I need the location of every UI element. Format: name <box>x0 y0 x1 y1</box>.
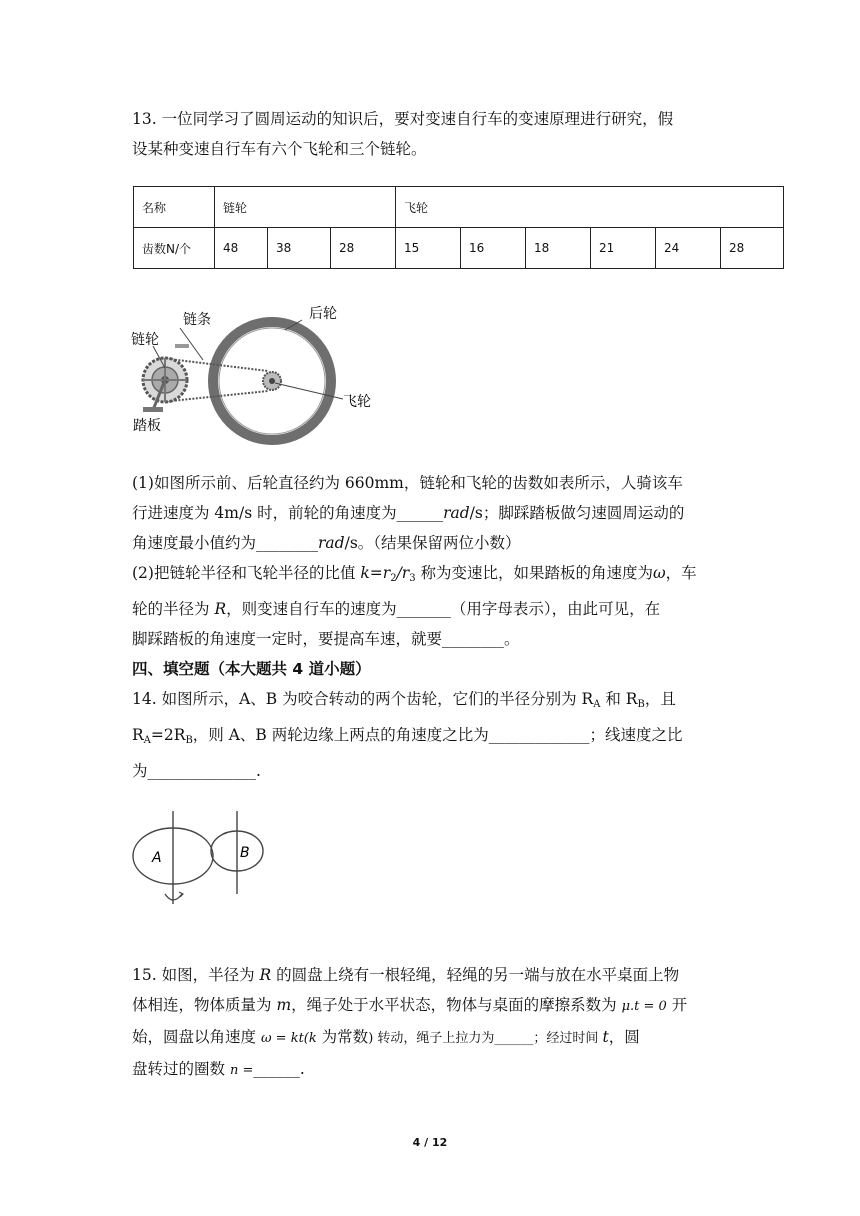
sub-2: 2 <box>390 573 397 584</box>
q13-1-line-a: (1)如图所示前、后轮直径约为 660mm，链轮和飞轮的齿数如表所示，人骑该车 <box>132 474 683 492</box>
q15-text <box>132 960 732 1086</box>
table-cell: 24 <box>656 228 721 269</box>
q13-1-line-e: /s。（结果保留两位小数） <box>344 534 521 552</box>
q14-line-e: =2R <box>150 726 186 744</box>
label-flywheel: 飞轮 <box>343 394 371 410</box>
q13-text <box>132 104 732 164</box>
table-header-name: 名称 <box>134 187 215 228</box>
q15-line-e: 开 <box>666 996 688 1014</box>
table-row-label: 齿数N/个 <box>134 228 215 269</box>
q15-line-a: 15. 如图，半径为 <box>132 966 260 984</box>
q14-line-d: R <box>132 726 144 744</box>
section-heading: 四、填空题（本大题共 4 道小题） <box>132 660 371 678</box>
label-chainring: 链轮 <box>131 332 159 348</box>
table-cell: 28 <box>331 228 396 269</box>
gear-ab-figure <box>130 808 280 913</box>
q15-line-b: 的圆盘上绕有一根轻绳，轻绳的另一端与放在水平桌面上物 <box>271 966 680 984</box>
q15-line-c: 体相连，物体质量为 <box>132 996 277 1014</box>
q13-subquestions <box>132 468 732 786</box>
label-pedal: 踏板 <box>133 418 161 434</box>
var-omega: ω <box>653 564 666 582</box>
gear-teeth-table <box>133 186 784 269</box>
table-cell: 28 <box>721 228 784 269</box>
var-r: =r <box>369 564 391 582</box>
q13-2-line-c: ，车 <box>665 564 697 582</box>
q15-line-g: 为常数 <box>316 1028 369 1046</box>
var-omega-kt: ω = kt(k <box>260 1031 317 1046</box>
var-mu-t0: μ.t = 0 <box>621 999 667 1014</box>
var-t: t <box>602 1028 609 1046</box>
unit-rad: rad <box>318 534 345 552</box>
table-cell: 21 <box>591 228 656 269</box>
label-chain: 链条 <box>183 312 211 328</box>
q13-2-line-a: (2)把链轮半径和飞轮半径的比值 <box>132 564 361 582</box>
q13-1-line-b: 行进速度为 4m/s 时，前轮的角速度为______ <box>132 504 444 522</box>
table-cell: 16 <box>461 228 526 269</box>
q15-line-i: ，圆 <box>608 1028 640 1046</box>
q15-line-f: 始，圆盘以角速度 <box>132 1028 261 1046</box>
q13-number: 13. <box>132 110 157 128</box>
table-header-flywheel: 飞轮 <box>396 187 784 228</box>
q13-2-line-b: 称为变速比，如果踏板的角速度为 <box>415 564 654 582</box>
var-n: n = <box>229 1063 254 1078</box>
bicycle-drive-figure <box>125 298 385 448</box>
q13-2-line-d: 轮的半径为 <box>132 600 215 618</box>
sub-3: 3 <box>409 573 416 584</box>
q13-1-line-d: 角速度最小值约为________ <box>132 534 319 552</box>
var-r: /r <box>396 564 410 582</box>
q14-line-f: ，则 A、B 两轮边缘上两点的角速度之比为_____________；线速度之比 <box>192 726 683 744</box>
q15-line-d: ，绳子处于水平状态，物体与桌面的摩擦系数为 <box>291 996 622 1014</box>
q13-1-line-c: /s；脚踩踏板做匀速圆周运动的 <box>469 504 685 522</box>
table-cell: 15 <box>396 228 461 269</box>
q15-line-j: 盘转过的圈数 <box>132 1060 230 1078</box>
sub-A: A <box>593 699 601 710</box>
q13-2-line-e: ，则变速自行车的速度为_______（用字母表示），由此可见，在 <box>226 600 661 618</box>
q14-line-b: 和 R <box>600 690 638 708</box>
q15-line-k: ______. <box>253 1060 305 1078</box>
label-gear-a: A <box>152 850 162 866</box>
sub-B: B <box>185 735 193 746</box>
table-cell: 48 <box>215 228 268 269</box>
var-R: R <box>214 600 227 618</box>
table-cell: 38 <box>268 228 331 269</box>
q14-line-c: ，且 <box>644 690 676 708</box>
pedal <box>143 407 163 412</box>
table-cell: 18 <box>526 228 591 269</box>
page-number: 4 / 12 <box>412 1136 448 1149</box>
q13-line2: 设某种变速自行车有六个飞轮和三个链轮。 <box>132 140 427 158</box>
sub-B: B <box>637 699 645 710</box>
unit-rad: rad <box>443 504 470 522</box>
q14-line-g: 为______________. <box>132 762 261 780</box>
q14-line-a: 14. 如图所示，A、B 为咬合转动的两个齿轮，它们的半径分别为 R <box>132 690 594 708</box>
var-R: R <box>259 966 272 984</box>
q13-2-line-f: 脚踩踏板的角速度一定时，要提高车速，就要________。 <box>132 630 520 648</box>
table-header-row <box>134 187 784 228</box>
label-gear-b: B <box>240 845 250 861</box>
q13-line1: 一位同学习了圆周运动的知识后，要对变速自行车的变速原理进行研究，假 <box>161 110 674 128</box>
q15-line-h: ) 转动，绳子上拉力为______；经过时间 <box>368 1031 603 1046</box>
label-rear-wheel: 后轮 <box>309 306 337 322</box>
table-header-chainring: 链轮 <box>215 187 396 228</box>
var-k: k <box>360 564 370 582</box>
sub-A: A <box>143 735 151 746</box>
var-m: m <box>276 996 292 1014</box>
table-row <box>134 228 784 269</box>
